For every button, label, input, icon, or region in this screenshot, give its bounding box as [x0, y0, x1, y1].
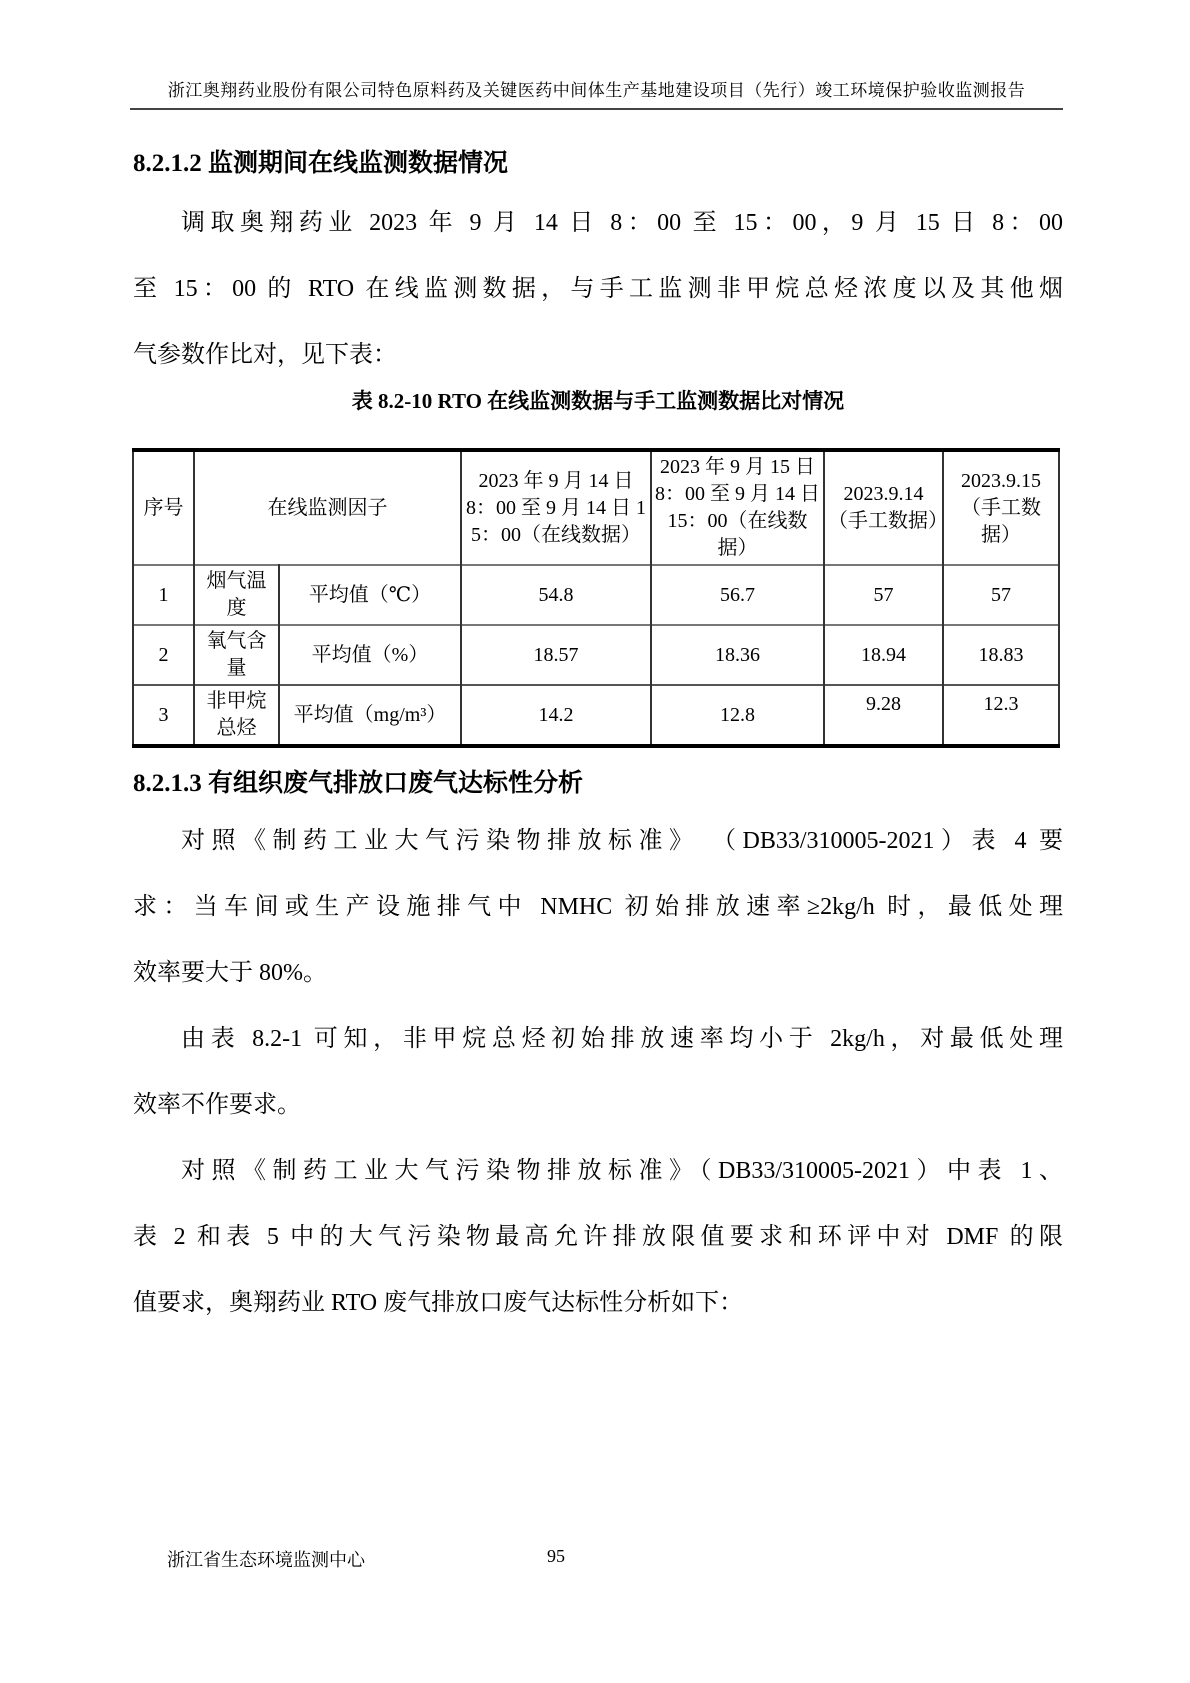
- header-cell-online-0915: 2023 年 9 月 15 日 8：00 至 9 月 14 日 15：00（在线数据）: [651, 450, 824, 565]
- paragraph-line: 对照《制药工业大气污染物排放标准》 （DB33/310005-2021）表 4 要: [181, 828, 1063, 854]
- comparison-table: [132, 448, 1060, 748]
- cell-manual-0914: 57: [824, 565, 943, 625]
- cell-manual-0915: 57: [943, 565, 1059, 625]
- paragraph-rate-conclusion: [133, 1006, 1063, 1138]
- cell-stat: 平均值（%）: [279, 625, 461, 685]
- header-cell-manual-0914: 2023.9.14（手工数据）: [824, 450, 943, 565]
- document-body: [133, 140, 1063, 1336]
- paragraph-line: 求：当车间或生产设施排气中 NMHC 初始排放速率≥2kg/h 时，最低处理: [133, 894, 1063, 920]
- cell-online-0914: 18.57: [461, 625, 651, 685]
- page-footer: [0, 1546, 1190, 1576]
- paragraph-line: 表 2 和表 5 中的大气污染物最高允许排放限值要求和环评中对 DMF 的限: [133, 1224, 1063, 1250]
- cell-online-0915: 18.36: [651, 625, 824, 685]
- header-rule: [130, 108, 1063, 110]
- paragraph-line: 调取奥翔药业 2023 年 9 月 14 日 8：00 至 15：00，9 月 15 日 8：00: [181, 210, 1063, 236]
- paragraph-monitoring-intro: [133, 190, 1063, 388]
- cell-stat: 平均值（mg/m³）: [279, 685, 461, 746]
- cell-online-0914: 54.8: [461, 565, 651, 625]
- page-number: 95: [547, 1546, 565, 1566]
- cell-factor: 烟气温度: [194, 565, 279, 625]
- cell-manual-0915: 12.3: [943, 685, 1059, 746]
- cell-stat: 平均值（℃）: [279, 565, 461, 625]
- header-cell-seq: 序号: [133, 450, 194, 565]
- table-row: [133, 685, 1059, 746]
- header-cell-online-0914: 2023 年 9 月 14 日 8：00 至 9 月 14 日 15：00（在线数据）: [461, 450, 651, 565]
- paragraph-line: 由表 8.2-1 可知，非甲烷总烃初始排放速率均小于 2kg/h，对最低处理: [181, 1026, 1063, 1052]
- cell-online-0915: 12.8: [651, 685, 824, 746]
- paragraph-line: 效率要大于 80%。: [133, 960, 327, 986]
- header-cell-factor: 在线监测因子: [194, 450, 461, 565]
- paragraph-limit-analysis: [133, 1138, 1063, 1336]
- paragraph-line: 气参数作比对，见下表：: [133, 342, 397, 368]
- paragraph-line: 对照《制药工业大气污染物排放标准》（DB33/310005-2021）中表 1、: [181, 1158, 1063, 1184]
- cell-manual-0915: 18.83: [943, 625, 1059, 685]
- footer-organization: 浙江省生态环境监测中心: [167, 1550, 365, 1570]
- paragraph-line: 至 15：00 的 RTO 在线监测数据，与手工监测非甲烷总烃浓度以及其他烟: [133, 276, 1063, 302]
- cell-factor: 氧气含量: [194, 625, 279, 685]
- section-heading-8-2-1-3: 8.2.1.3 有组织废气排放口废气达标性分析: [133, 770, 584, 797]
- running-header: 浙江奥翔药业股份有限公司特色原料药及关键医药中间体生产基地建设项目（先行）竣工环境保护验收监测报告: [167, 81, 1026, 100]
- cell-online-0915: 56.7: [651, 565, 824, 625]
- cell-no: 3: [133, 685, 194, 746]
- cell-manual-0914: 9.28: [824, 685, 943, 746]
- table-title: 表 8.2-10 RTO 在线监测数据与手工监测数据比对情况: [351, 389, 845, 413]
- table-row: [133, 565, 1059, 625]
- cell-online-0914: 14.2: [461, 685, 651, 746]
- table-row: [133, 625, 1059, 685]
- section-heading-8-2-1-2: 8.2.1.2 监测期间在线监测数据情况: [133, 150, 509, 177]
- header-cell-manual-0915: 2023.9.15（手工数据）: [943, 450, 1059, 565]
- cell-no: 2: [133, 625, 194, 685]
- cell-manual-0914: 18.94: [824, 625, 943, 685]
- paragraph-line: 值要求，奥翔药业 RTO 废气排放口废气达标性分析如下：: [133, 1290, 744, 1316]
- table-header-row: [133, 450, 1059, 565]
- cell-factor: 非甲烷总烃: [194, 685, 279, 746]
- cell-no: 1: [133, 565, 194, 625]
- paragraph-standard-table4: [133, 808, 1063, 1006]
- paragraph-line: 效率不作要求。: [133, 1092, 301, 1118]
